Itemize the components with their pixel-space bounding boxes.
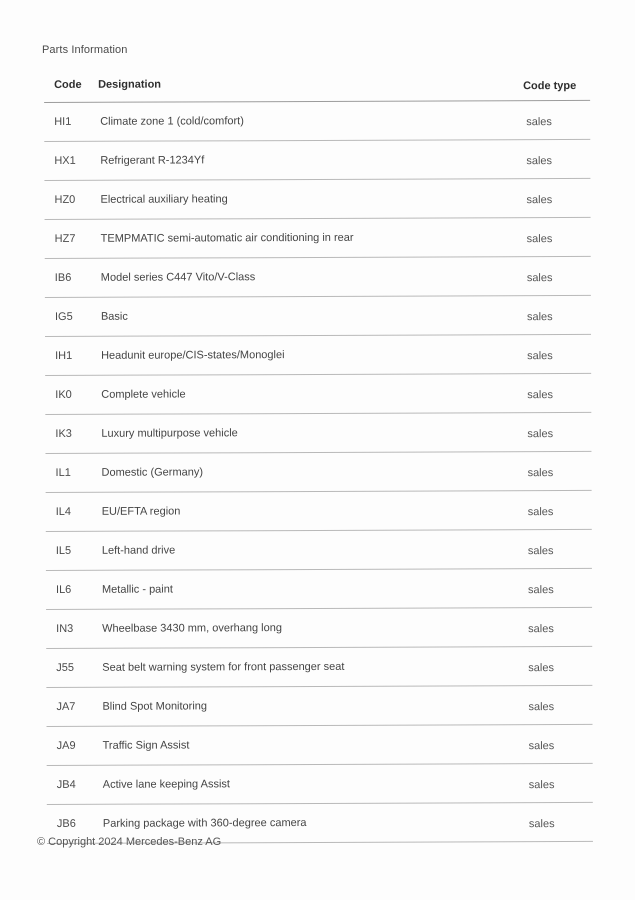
- row-code-type: sales: [527, 350, 553, 363]
- row-code: HI1: [54, 115, 72, 128]
- row-designation: Complete vehicle: [101, 388, 186, 401]
- row-code: IK0: [55, 388, 72, 401]
- row-code-type: sales: [526, 155, 553, 168]
- row-designation: Wheelbase 3430 mm, overhang long: [102, 622, 282, 635]
- row-designation: Traffic Sign Assist: [102, 739, 190, 752]
- table-row: [46, 569, 592, 610]
- row-code: HX1: [54, 154, 76, 167]
- row-code-type: sales: [527, 428, 554, 441]
- copyright-notice: © Copyright 2024 Mercedes-Benz AG: [37, 836, 222, 848]
- row-code: JA7: [56, 700, 76, 713]
- row-code-type: sales: [526, 116, 552, 129]
- row-designation: Active lane keeping Assist: [102, 778, 230, 791]
- section-title: Parts Information: [42, 44, 128, 56]
- column-header-code: Code: [54, 78, 82, 91]
- table-row: [45, 413, 591, 454]
- row-code-type: sales: [527, 389, 553, 402]
- row-code: IL1: [55, 466, 71, 479]
- row-code: JA9: [56, 739, 76, 752]
- row-code-type: sales: [526, 311, 553, 324]
- table-row: [45, 452, 591, 493]
- row-code: IK3: [55, 427, 72, 440]
- row-designation: Electrical auxiliary heating: [100, 193, 228, 206]
- row-designation: Climate zone 1 (cold/comfort): [100, 115, 244, 128]
- table-row: [45, 374, 591, 415]
- row-code: HZ0: [54, 193, 76, 206]
- row-code: IN3: [56, 622, 74, 635]
- row-code-type: sales: [528, 623, 554, 636]
- table-row: [46, 647, 592, 688]
- row-designation: Luxury multipurpose vehicle: [101, 427, 238, 440]
- row-designation: Seat belt warning system for front passenger seat: [102, 660, 345, 674]
- row-code-type: sales: [527, 584, 554, 597]
- row-code: JB4: [56, 778, 76, 791]
- table-row: [46, 686, 592, 727]
- row-designation: Metallic - paint: [101, 583, 173, 596]
- row-code-type: sales: [526, 233, 553, 246]
- row-code-type: sales: [528, 740, 555, 753]
- table-row: [46, 608, 592, 649]
- table-row: [44, 101, 590, 142]
- column-header-code-type: Code type: [523, 79, 577, 93]
- row-code: J55: [56, 661, 75, 674]
- row-code-type: sales: [527, 467, 554, 480]
- row-designation: TEMPMATIC semi-automatic air conditioning in rear: [100, 231, 354, 245]
- table-row: [46, 530, 592, 571]
- row-code: IL6: [55, 583, 72, 596]
- row-code: HZ7: [54, 232, 76, 245]
- row-code: JB6: [56, 817, 76, 830]
- row-code-type: sales: [526, 272, 553, 285]
- row-code-type: sales: [526, 194, 553, 207]
- table-header: [44, 68, 590, 103]
- row-code: IL4: [55, 505, 72, 518]
- row-designation: Domestic (Germany): [101, 466, 204, 479]
- row-code-type: sales: [528, 701, 555, 714]
- row-code-type: sales: [528, 662, 555, 675]
- table-row: [45, 218, 591, 259]
- row-designation: Blind Spot Monitoring: [102, 700, 208, 713]
- row-code-type: sales: [528, 818, 555, 831]
- table-body: [44, 101, 593, 844]
- table-row: [44, 179, 590, 220]
- row-designation: Model series C447 Vito/V-Class: [100, 271, 256, 284]
- table-row: [45, 257, 591, 298]
- row-code: IL5: [55, 544, 72, 557]
- table-row: [47, 725, 593, 766]
- row-designation: Left-hand drive: [101, 544, 176, 557]
- row-code-type: sales: [528, 779, 555, 792]
- table-row: [47, 764, 593, 805]
- parts-table: [44, 68, 593, 844]
- row-code: IH1: [55, 349, 73, 362]
- row-code-type: sales: [527, 506, 554, 519]
- row-designation: Basic: [100, 310, 128, 323]
- table-row: [45, 296, 591, 337]
- column-header-designation: Designation: [98, 78, 162, 91]
- row-designation: Headunit europe/CIS-states/Monoglei: [101, 349, 285, 362]
- row-designation: EU/EFTA region: [101, 505, 181, 518]
- row-designation: Refrigerant R-1234Yf: [100, 154, 205, 167]
- table-row: [44, 140, 590, 181]
- row-designation: Parking package with 360-degree camera: [102, 816, 307, 830]
- table-row: [46, 491, 592, 532]
- row-code: IG5: [54, 310, 73, 323]
- row-code: IB6: [54, 271, 72, 284]
- row-code-type: sales: [527, 545, 554, 558]
- table-row: [45, 335, 591, 376]
